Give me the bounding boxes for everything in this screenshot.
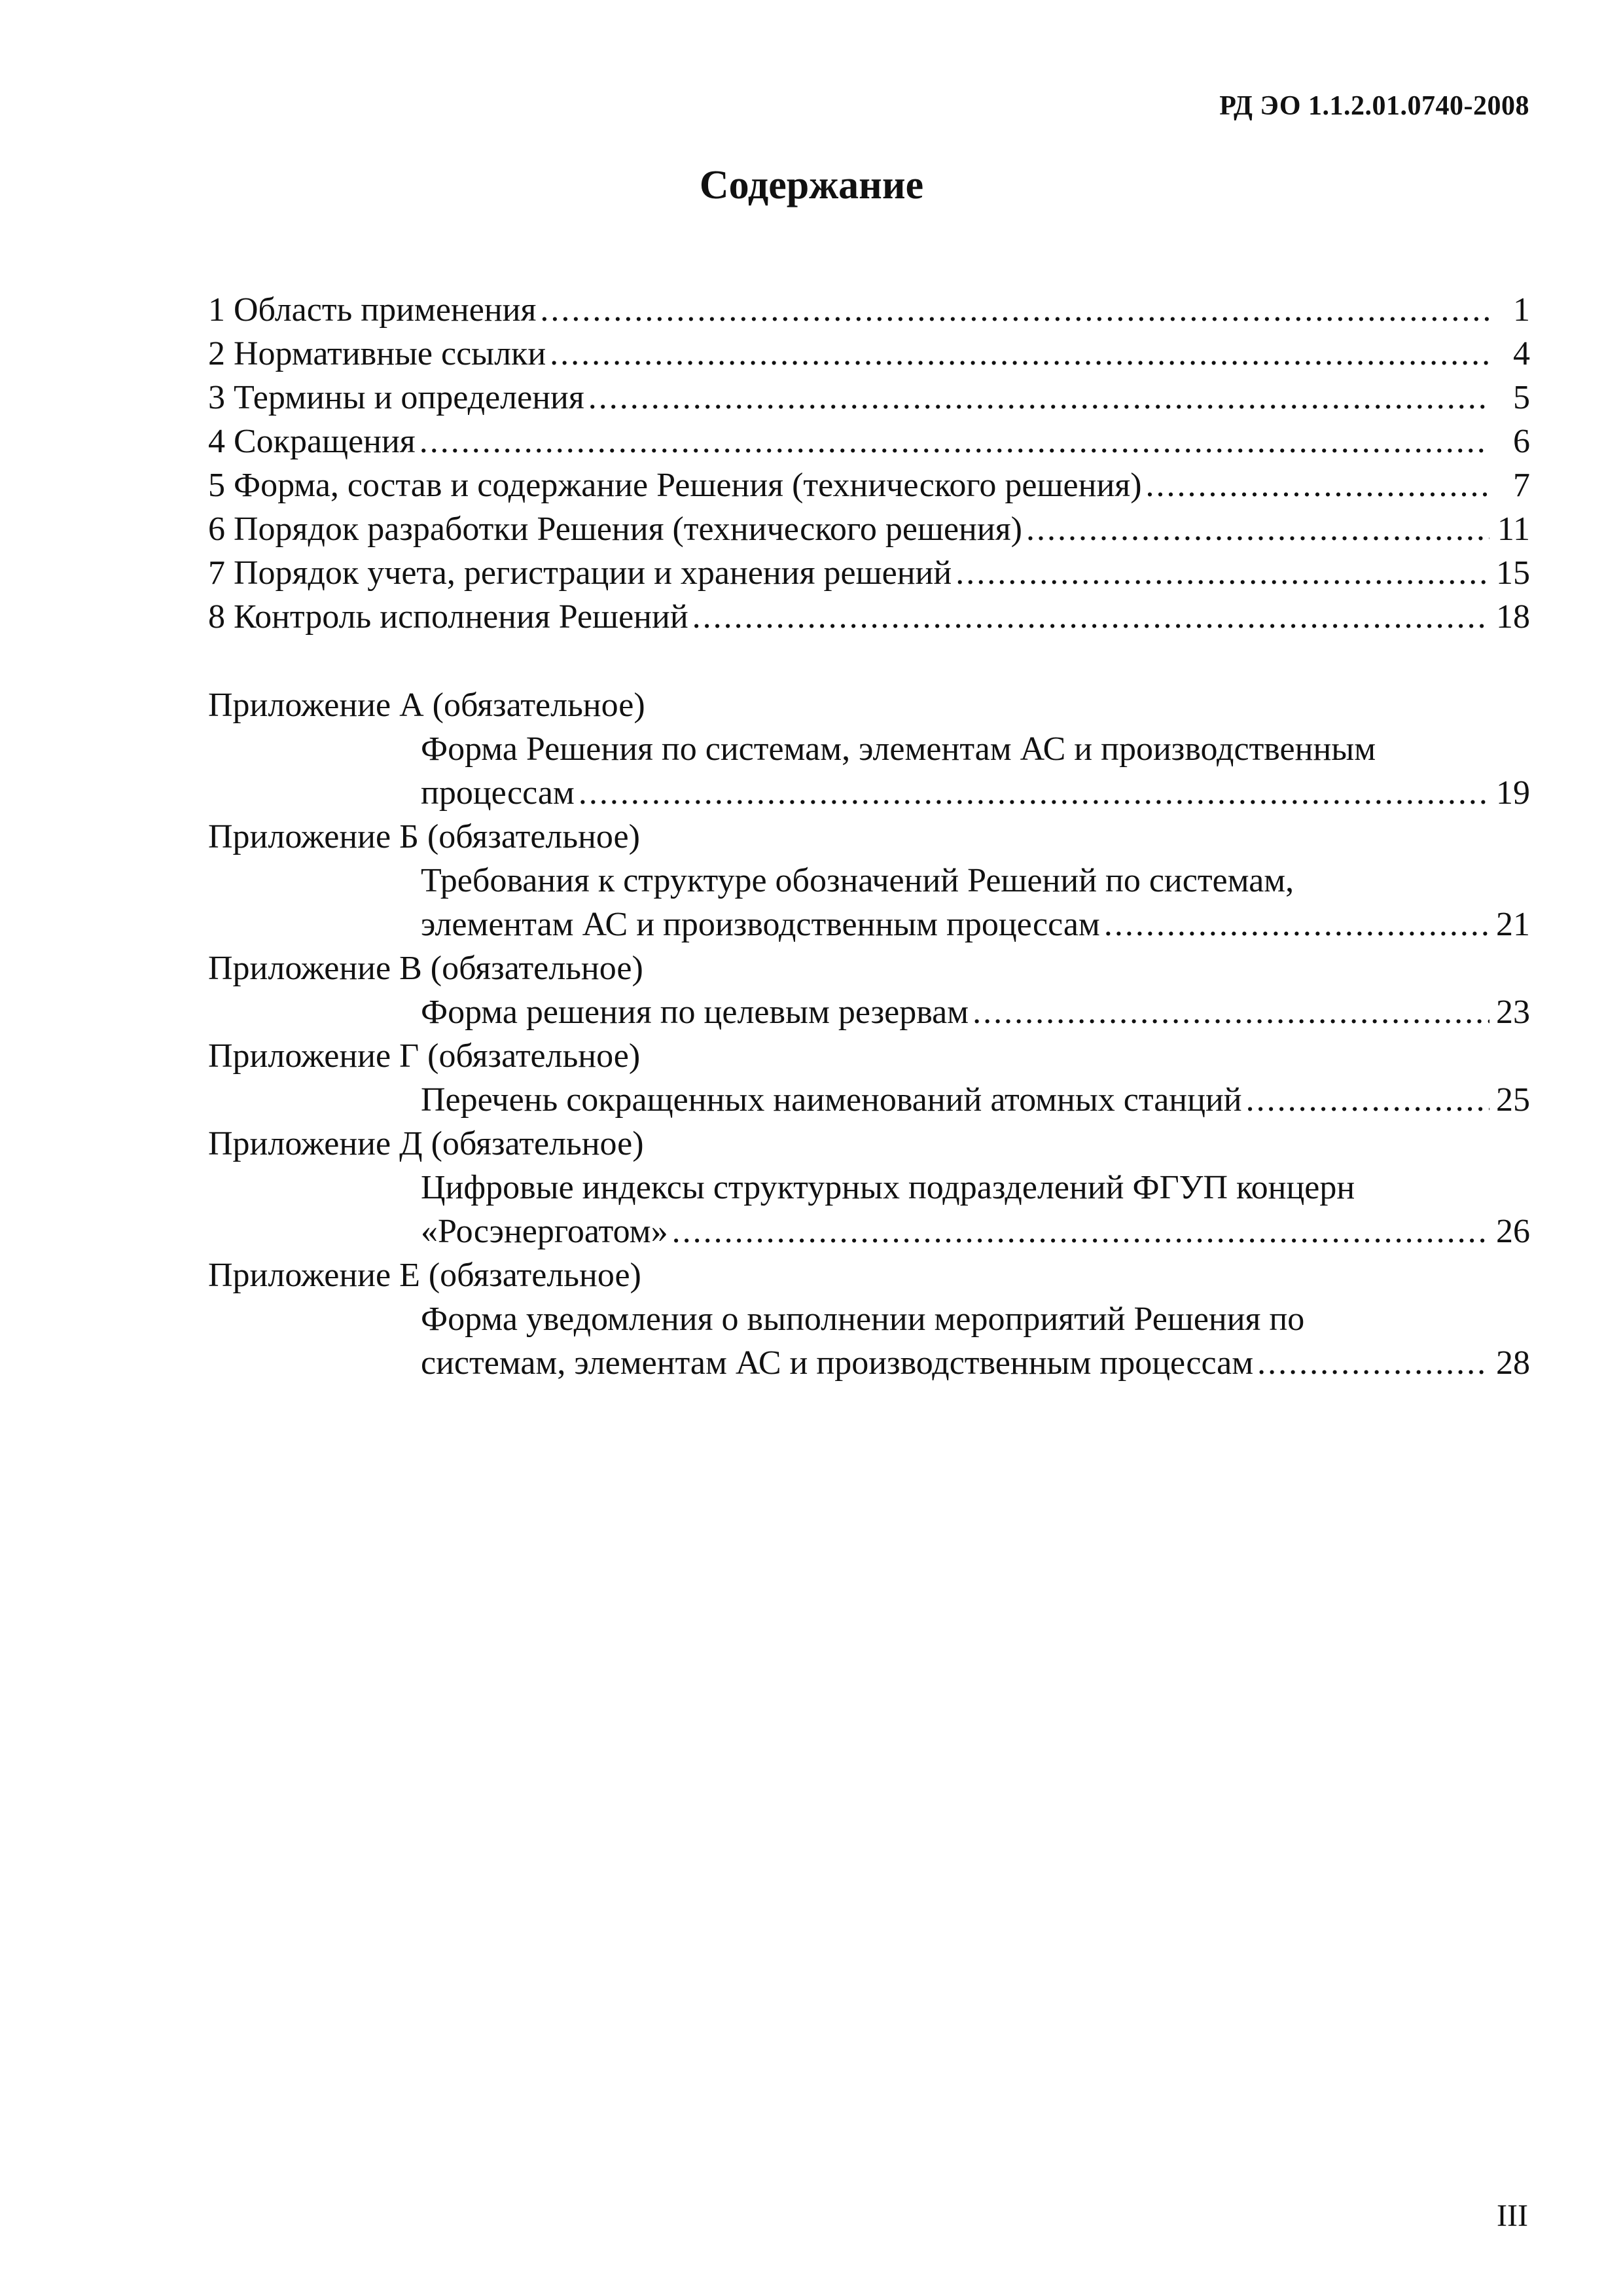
toc-entry-page: 21 <box>1496 906 1530 943</box>
toc-entry-label: 7 Порядок учета, регистрации и хранения решений <box>208 554 952 592</box>
appendix-heading-d: Приложение Д (обязательное) <box>208 1125 644 1162</box>
toc-entry-page: 23 <box>1496 994 1530 1031</box>
dot-leader <box>540 288 1489 332</box>
toc-entry-label: 3 Термины и определения <box>208 379 584 416</box>
section-spacer <box>208 639 1530 683</box>
toc-entry-label: 6 Порядок разработки Решения (технического решения) <box>208 511 1022 548</box>
toc-entry-section-7[interactable] <box>208 551 1530 595</box>
toc-entry-label: 4 Сокращения <box>208 423 416 460</box>
toc-entry-page: 25 <box>1496 1081 1530 1119</box>
toc-entry-section-1[interactable] <box>208 288 1530 332</box>
toc-entry-page: 15 <box>1496 554 1530 592</box>
dot-leader <box>672 1210 1489 1253</box>
dot-leader <box>972 990 1489 1034</box>
toc-entry-page: 19 <box>1496 774 1530 812</box>
toc-entry-label: элементам АС и производственным процессам <box>421 906 1100 943</box>
appendix-heading-b: Приложение Б (обязательное) <box>208 818 640 855</box>
toc-entry-page: 26 <box>1496 1213 1530 1250</box>
page-number: III <box>1497 2198 1528 2233</box>
toc-entry-label: «Росэнергоатом» <box>421 1213 668 1250</box>
appendix-heading-a: Приложение А (обязательное) <box>208 687 645 724</box>
toc-entry-section-6[interactable] <box>208 507 1530 551</box>
dot-leader <box>955 551 1489 595</box>
toc-entry-label: 1 Область применения <box>208 291 537 329</box>
toc-entry-page: 1 <box>1513 291 1530 329</box>
dot-leader <box>692 595 1489 639</box>
dot-leader <box>1026 507 1489 551</box>
toc-entry-page: 6 <box>1513 423 1530 460</box>
toc-entry-label: 2 Нормативные ссылки <box>208 335 546 372</box>
appendix-title-line: Цифровые индексы структурных подразделений ФГУП концерн <box>421 1169 1355 1206</box>
toc-entry-section-4[interactable] <box>208 420 1530 463</box>
toc-entry-page: 7 <box>1513 467 1530 504</box>
toc-entry-label: процессам <box>421 774 575 812</box>
toc-entry-appendix-a[interactable] <box>208 771 1530 815</box>
dot-leader <box>550 332 1489 376</box>
appendix-heading-g: Приложение Г (обязательное) <box>208 1037 641 1075</box>
toc-entry-label: системам, элементам АС и производственным процессам <box>421 1344 1254 1382</box>
toc-entry-page: 5 <box>1513 379 1530 416</box>
toc-entry-page: 28 <box>1496 1344 1530 1382</box>
dot-leader <box>1146 463 1489 507</box>
toc-entry-section-3[interactable] <box>208 376 1530 420</box>
page-title: Содержание <box>699 163 924 207</box>
toc-entry-section-8[interactable] <box>208 595 1530 639</box>
toc-entry-appendix-b[interactable] <box>208 903 1530 946</box>
dot-leader <box>1257 1341 1489 1385</box>
dot-leader <box>419 420 1489 463</box>
toc-entry-appendix-g[interactable] <box>208 1078 1530 1122</box>
toc-entry-label: Форма решения по целевым резервам <box>421 994 969 1031</box>
toc-entry-appendix-d[interactable] <box>208 1210 1530 1253</box>
document-code: РД ЭО 1.1.2.01.0740-2008 <box>1219 91 1529 121</box>
appendix-heading-v: Приложение В (обязательное) <box>208 950 643 987</box>
toc-entry-section-2[interactable] <box>208 332 1530 376</box>
toc-entry-appendix-v[interactable] <box>208 990 1530 1034</box>
toc-entry-appendix-e[interactable] <box>208 1341 1530 1385</box>
toc-entry-page: 18 <box>1496 598 1530 636</box>
appendix-title-line: Форма Решения по системам, элементам АС и производственным <box>421 730 1376 768</box>
appendix-title-line: Требования к структуре обозначений Решений по системам, <box>421 862 1294 899</box>
toc-entry-section-5[interactable] <box>208 463 1530 507</box>
toc-entry-page: 11 <box>1497 511 1530 548</box>
table-of-contents <box>208 288 1530 1385</box>
dot-leader <box>588 376 1489 420</box>
appendix-heading-e: Приложение Е (обязательное) <box>208 1257 641 1294</box>
toc-entry-label: Перечень сокращенных наименований атомных станций <box>421 1081 1242 1119</box>
toc-entry-page: 4 <box>1513 335 1530 372</box>
toc-entry-label: 5 Форма, состав и содержание Решения (технического решения) <box>208 467 1142 504</box>
dot-leader <box>1246 1078 1489 1122</box>
appendix-title-line: Форма уведомления о выполнении мероприятий Решения по <box>421 1300 1305 1338</box>
dot-leader <box>1104 903 1489 946</box>
dot-leader <box>579 771 1489 815</box>
toc-entry-label: 8 Контроль исполнения Решений <box>208 598 688 636</box>
